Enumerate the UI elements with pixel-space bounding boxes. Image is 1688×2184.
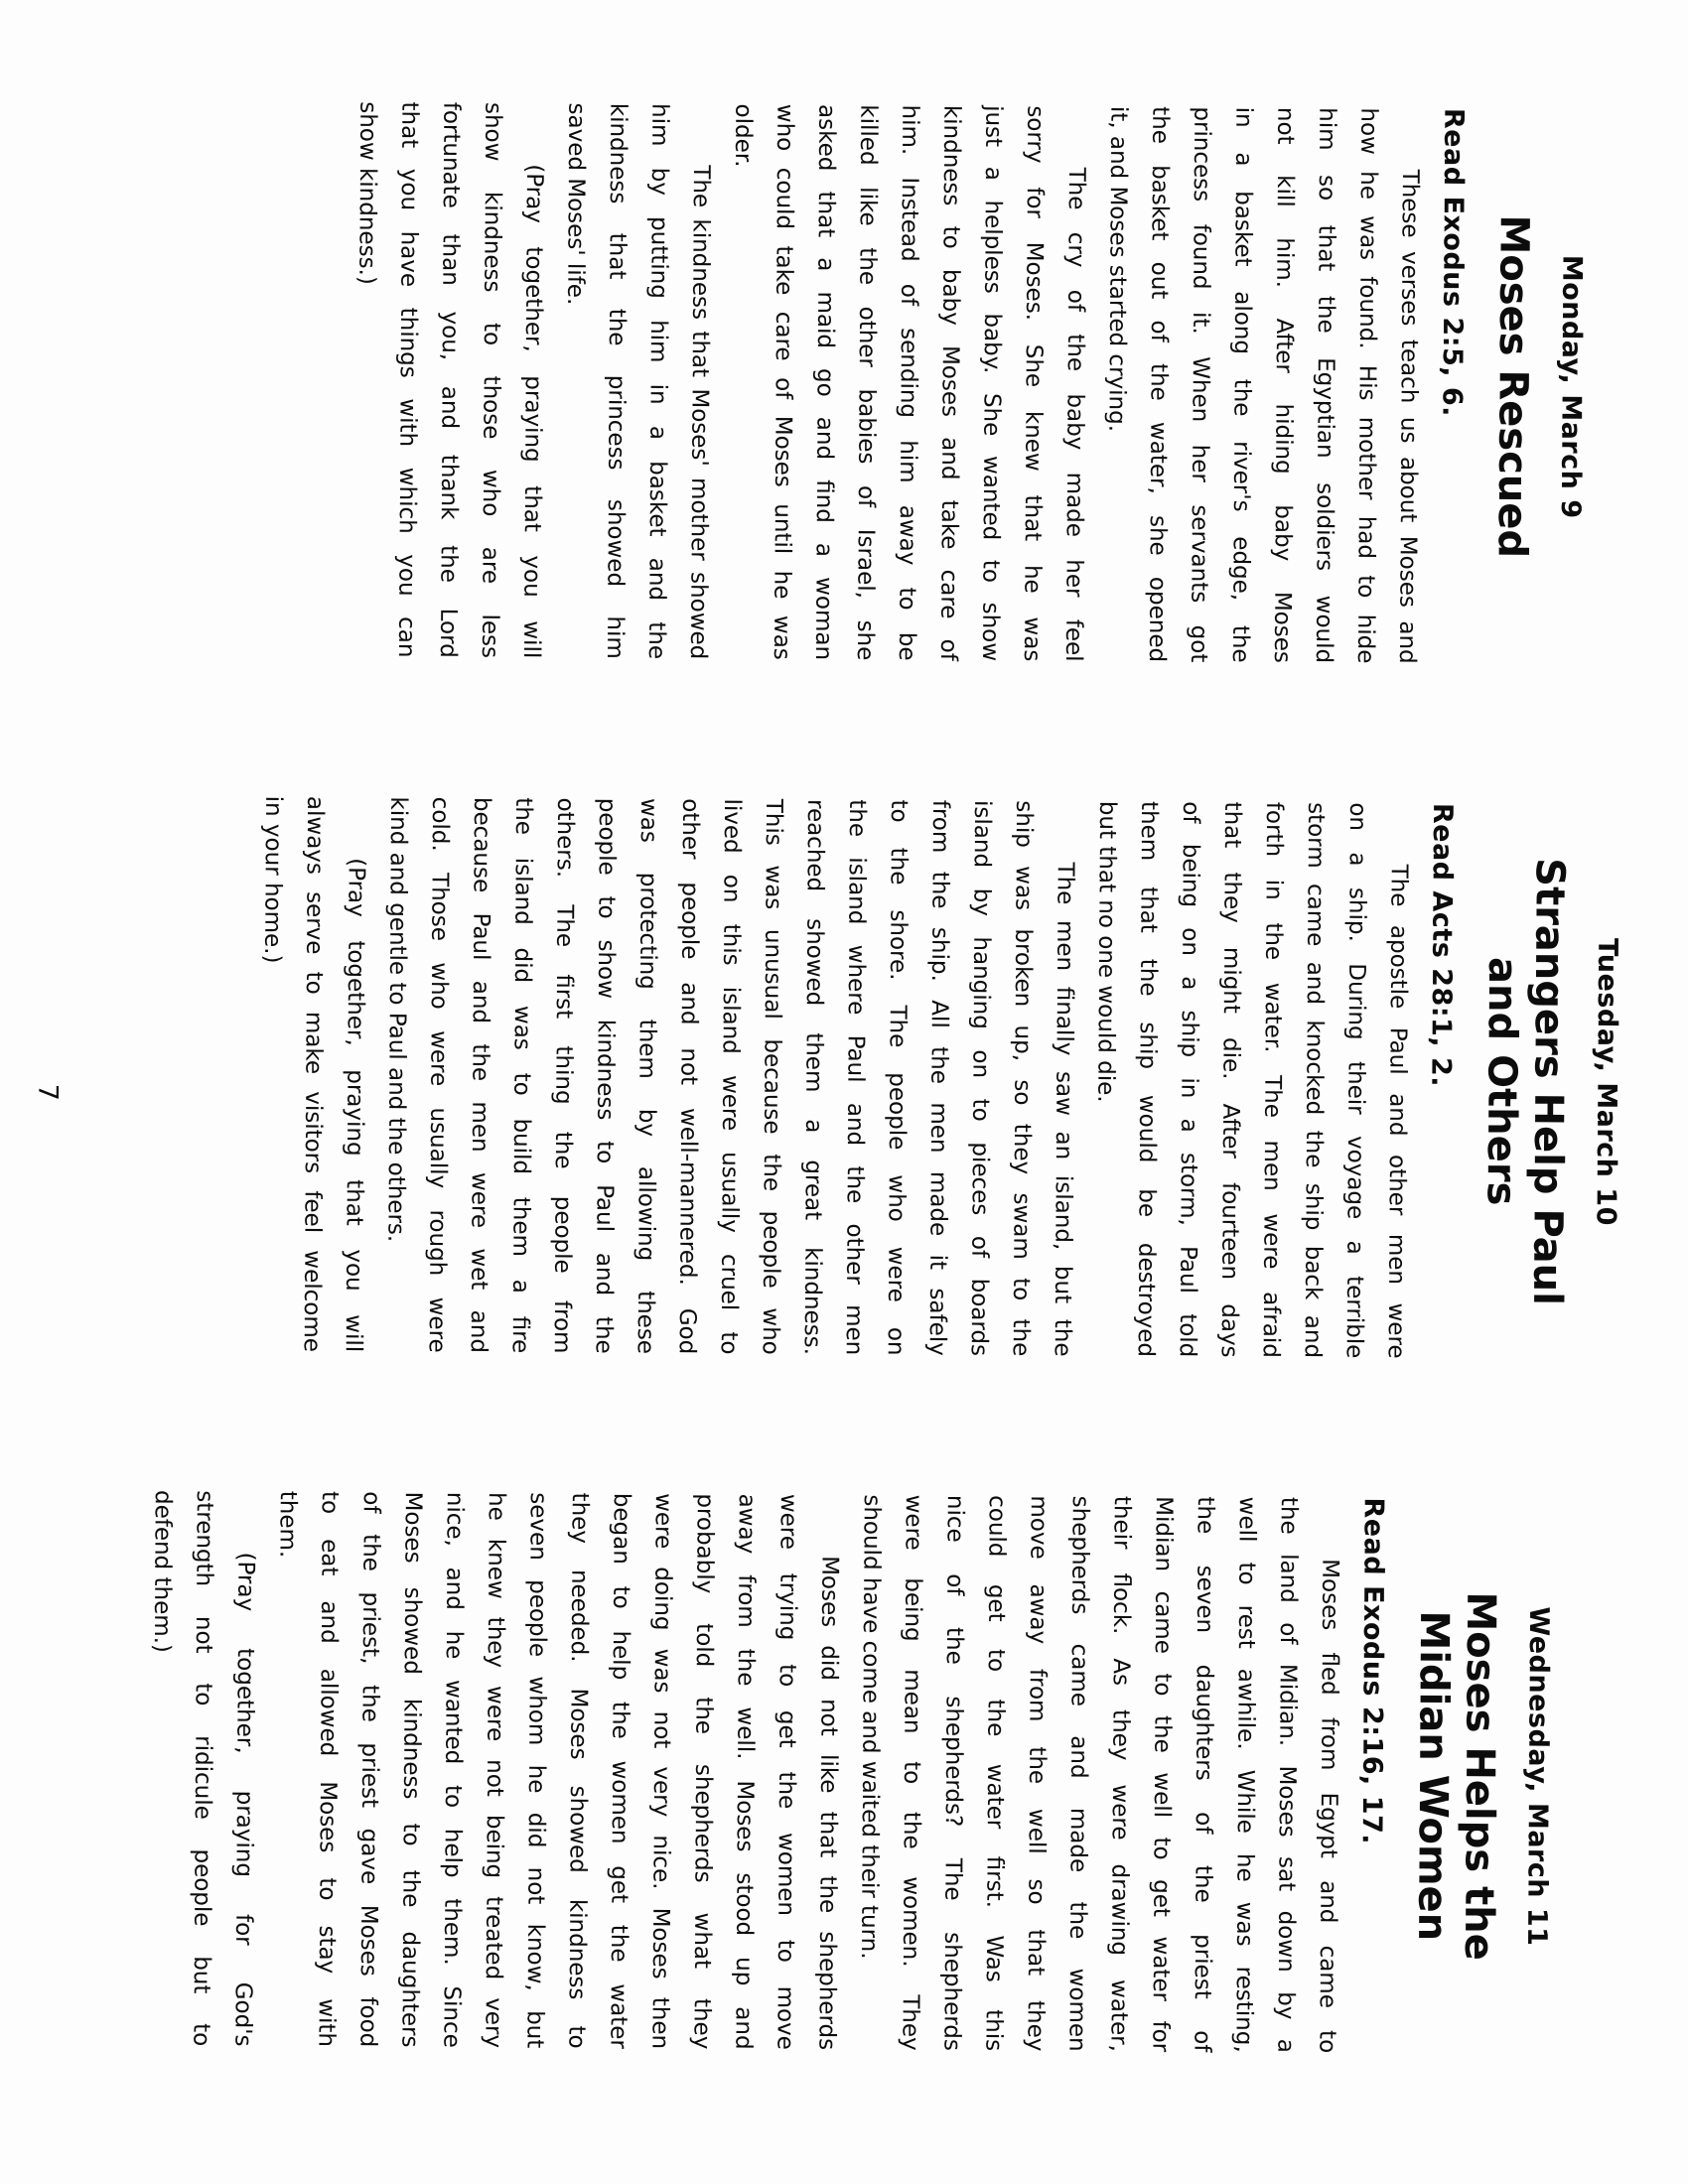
text-line: probably told the shepherds what they — [688, 1493, 718, 2050]
text-line: of the priest, the priest gave Moses food — [354, 1491, 384, 2048]
text-line: the basket out of the water, she opened — [1143, 106, 1174, 663]
text-line: killed like the other babies of Israel, she — [851, 104, 882, 661]
text-line: was protecting them by allowing these — [632, 797, 662, 1355]
column-title-line: Strangers Help Paul — [1523, 858, 1573, 1306]
text-line: but that no one would die. — [1092, 800, 1121, 1103]
text-line: lived on this island were usually cruel to — [715, 798, 746, 1355]
text-line: ship was broken up, so they swam to the — [1007, 800, 1038, 1357]
text-line: of being on a ship in a storm, Paul told — [1174, 801, 1204, 1358]
text-line: to eat and allowed Moses to stay with — [313, 1490, 343, 2048]
text-line: them. — [274, 1490, 301, 1559]
text-line: older. — [729, 103, 757, 168]
text-line: the island did was to build them a fire — [506, 797, 537, 1354]
text-line: could get to the water first. Was this — [980, 1495, 1010, 2052]
text-line: Moses fled from Egypt and came to — [1314, 1559, 1343, 2054]
text-line: Moses did not like that the shepherds — [813, 1556, 843, 2051]
text-line: the island where Paul and the other men — [840, 799, 871, 1356]
text-line: they needed. Moses showed kindness to — [563, 1492, 593, 2049]
text-line: nice, and he wanted to help them. Since — [438, 1491, 468, 2048]
text-line: princess found it. When her servants got — [1185, 106, 1215, 663]
text-line: the seven daughters of the priest of — [1189, 1496, 1218, 2053]
text-line: sorry for Moses. She knew that he was — [1018, 105, 1049, 662]
column-scripture: Read Exodus 2:5, 6. — [1436, 107, 1470, 418]
text-line: cold. Those who were usually rough were — [423, 796, 454, 1353]
text-line: fortunate than you, and thank the Lord — [434, 101, 465, 658]
text-line: how he was found. His mother had to hide — [1351, 107, 1382, 664]
text-line: other people and not well-mannered. God — [673, 798, 704, 1355]
devotional-column-wednesday — [138, 1490, 1554, 2055]
text-line: The men finally saw an island, but the — [1049, 862, 1078, 1357]
text-line: were trying to get the women to move — [772, 1493, 801, 2050]
text-line: were doing was not very nice. Moses then — [646, 1493, 676, 2050]
text-line: from the ship. All the men made it safely — [923, 799, 954, 1356]
text-line: just a helpless baby. She wanted to show — [976, 105, 1007, 662]
column-body — [249, 796, 1420, 1359]
text-line: people to show kindness to Paul and the — [590, 797, 621, 1354]
text-line: the land of Midian. Moses sat down by a — [1272, 1496, 1302, 2054]
text-line: others. The first thing the people from — [548, 797, 579, 1354]
text-line: This was unusual because the people who — [757, 798, 787, 1355]
text-line: kindness that the princess showed him — [601, 102, 632, 659]
text-line: kindness to baby Moses and take care of — [934, 104, 965, 661]
text-line: that they might die. After fourteen days — [1215, 801, 1246, 1358]
text-line: The apostle Paul and other men were — [1382, 864, 1412, 1359]
devotional-column-monday — [344, 101, 1588, 665]
text-line: storm came and knocked the ship back and — [1299, 802, 1330, 1359]
column-title — [1477, 803, 1573, 1360]
text-line: island by hanging on to pieces of boards — [965, 799, 996, 1357]
column-body — [344, 101, 1431, 664]
text-line: defend them.) — [148, 1489, 176, 1654]
column-body — [138, 1490, 1350, 2053]
text-line: on a ship. During their voyage a terrible — [1340, 802, 1371, 1359]
text-line: move away from the well so that they — [1022, 1495, 1052, 2052]
text-line: well to rest awhile. While he was resting, — [1230, 1496, 1260, 2053]
text-line: (Pray together, praying for God's — [229, 1552, 259, 2047]
text-line: reached showed them a great kindness. — [798, 798, 829, 1356]
devotional-column-tuesday — [249, 796, 1623, 1360]
text-line: away from the well. Moses stood up and — [730, 1493, 760, 2050]
text-line: began to help the women get the water — [605, 1492, 634, 2049]
text-line: that you have things with which you can — [392, 101, 423, 658]
text-line: The kindness that Moses' mother showed — [684, 165, 714, 660]
column-date: Tuesday, March 10 — [1590, 937, 1623, 1227]
text-line: seven people whom he did not know, but — [521, 1492, 551, 2049]
column-title-line: Midian Women — [1409, 1610, 1458, 1942]
text-line: not kill him. After hiding baby Moses — [1268, 106, 1299, 663]
text-line: asked that a maid go and find a woman — [809, 104, 840, 661]
text-line: (Pray together, praying that you will — [340, 858, 369, 1353]
text-line: show kindness to those who are less — [476, 101, 506, 659]
text-line: in a basket along the river's edge, the — [1226, 106, 1257, 663]
text-line: it, and Moses started crying. — [1103, 105, 1132, 433]
text-line: in your home.) — [259, 795, 287, 964]
column-scripture: Read Acts 28:1, 2. — [1425, 802, 1459, 1088]
column-title-line: Moses Rescued — [1488, 214, 1537, 559]
column-date: Wednesday, March 11 — [1521, 1606, 1555, 1947]
text-line: him by putting him in a basket and the — [642, 102, 673, 660]
column-title-line: and Others — [1477, 956, 1526, 1206]
text-line: their flock. As they were drawing water, — [1105, 1495, 1135, 2052]
text-line: always serve to make visitors feel welcome — [298, 795, 329, 1353]
text-line: nice of the shepherds? The shepherds — [938, 1494, 968, 2051]
column-title — [1407, 1498, 1503, 2055]
text-line: shepherds came and made the women — [1063, 1495, 1093, 2052]
text-line: saved Moses' life. — [562, 102, 590, 306]
text-line: because Paul and the men were wet and — [465, 796, 495, 1354]
text-line: them that the ship would be destroyed — [1132, 801, 1163, 1358]
text-line: Midian came to the well to get water for — [1147, 1496, 1177, 2053]
text-line: him so that the Egyptian soldiers would — [1310, 107, 1340, 664]
text-line: he knew they were not being treated very — [480, 1492, 509, 2049]
text-line: should have come and waited their turn. — [855, 1494, 885, 1960]
column-title-line: Moses Helps the — [1455, 1591, 1504, 1961]
column-date: Monday, March 9 — [1554, 254, 1588, 519]
text-line: were being mean to the women. They — [897, 1494, 926, 2051]
text-line: strength not to ridicule people but to — [188, 1490, 217, 2047]
column-scripture: Read Exodus 2:16, 17. — [1355, 1497, 1389, 1845]
text-line: forth in the water. The men were afraid — [1257, 801, 1288, 1358]
text-line: show kindness.) — [353, 101, 381, 285]
text-line: Moses showed kindness to the daughters — [396, 1491, 426, 2048]
page-number: 7 — [32, 1083, 64, 1102]
text-line: kind and gentle to Paul and the others. — [382, 796, 412, 1243]
text-line: (Pray together, praying that you will — [517, 164, 548, 659]
text-line: The cry of the baby made her feel — [1059, 167, 1089, 662]
text-line: him. Instead of sending him away to be — [893, 104, 923, 661]
text-line: who could take care of Moses until he was — [768, 103, 798, 660]
column-title — [1487, 108, 1537, 664]
text-line: to the shore. The people who were on — [882, 799, 913, 1356]
text-line: These verses teach us about Moses and — [1393, 169, 1423, 664]
